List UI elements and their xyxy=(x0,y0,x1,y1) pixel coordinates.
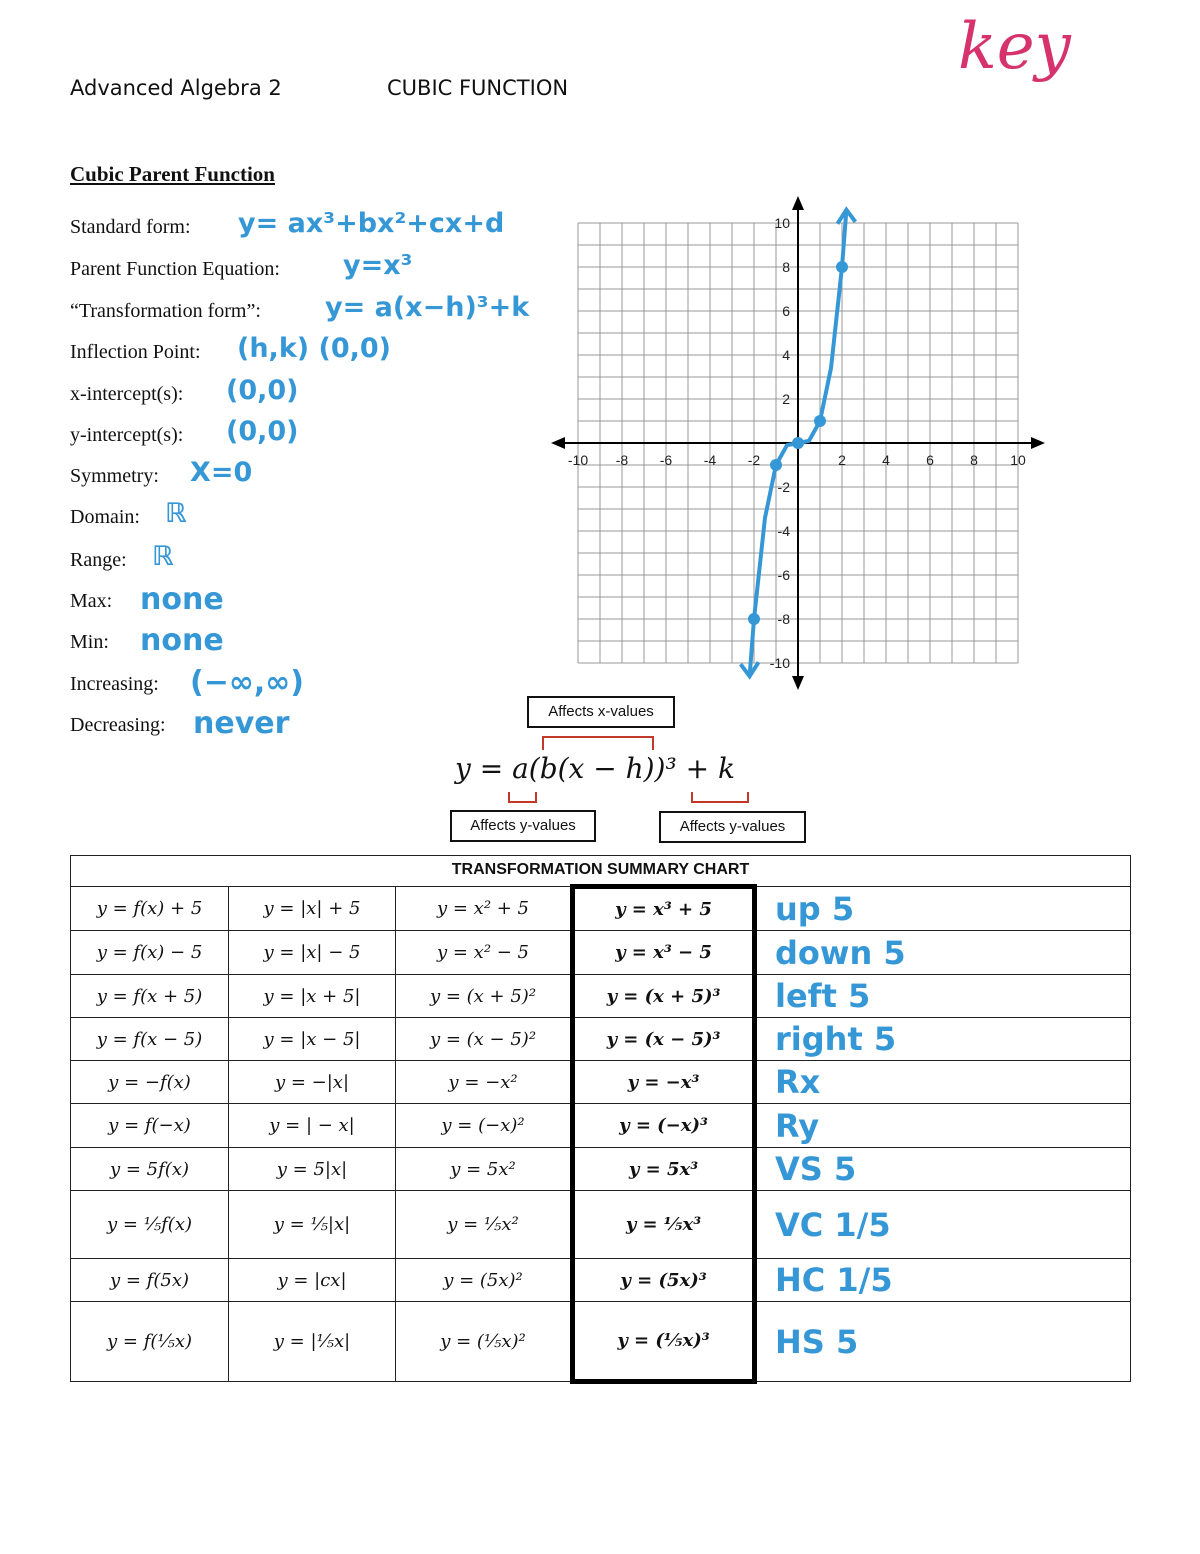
cell-cubic: y = 5x³ xyxy=(573,1148,755,1191)
property-label: Increasing: xyxy=(70,673,159,695)
property-answer: ℝ xyxy=(152,541,174,572)
table-row xyxy=(71,1302,1131,1382)
cell-absolute-value: y = | − x| xyxy=(229,1104,396,1148)
cell-function-notation: y = ⅕f(x) xyxy=(71,1191,229,1259)
y-axis-arrow-down xyxy=(792,676,804,690)
cell-cubic: y = ⅕x³ xyxy=(573,1191,755,1259)
table-row xyxy=(71,1018,1131,1061)
course-title: Advanced Algebra 2 xyxy=(70,76,282,100)
table-row xyxy=(71,1191,1131,1259)
table-row xyxy=(71,975,1131,1018)
cell-function-notation: y = f(x + 5) xyxy=(71,975,229,1018)
y-tick-label: -8 xyxy=(777,611,790,627)
property-label: Symmetry: xyxy=(70,465,159,487)
property-answer: y= a(x−h)³+k xyxy=(325,292,530,323)
cell-quadratic: y = x² + 5 xyxy=(396,887,573,931)
y-tick-label: 4 xyxy=(782,347,790,363)
cell-quadratic: y = x² − 5 xyxy=(396,931,573,975)
cell-cubic: y = x³ − 5 xyxy=(573,931,755,975)
cubic-graph xyxy=(545,190,1055,695)
cell-function-notation: y = f(x) + 5 xyxy=(71,887,229,931)
property-label: Range: xyxy=(70,549,127,571)
cell-function-notation: y = f(x − 5) xyxy=(71,1018,229,1061)
cell-quadratic: y = 5x² xyxy=(396,1148,573,1191)
a-bracket xyxy=(505,790,541,806)
cell-quadratic: y = ⅕x² xyxy=(396,1191,573,1259)
x-tick-label: -8 xyxy=(615,452,629,468)
cell-quadratic: y = −x² xyxy=(396,1061,573,1104)
property-label: Parent Function Equation: xyxy=(70,258,280,280)
cell-function-notation: y = −f(x) xyxy=(71,1061,229,1104)
property-answer: (−∞,∞) xyxy=(190,665,304,700)
data-point xyxy=(814,415,826,427)
cell-description: right 5 xyxy=(755,1018,1131,1061)
property-answer: none xyxy=(140,582,224,617)
cell-absolute-value: y = |x + 5| xyxy=(229,975,396,1018)
x-axis-arrow-left xyxy=(551,437,565,449)
cell-cubic: y = (x + 5)³ xyxy=(573,975,755,1018)
cell-function-notation: y = f(5x) xyxy=(71,1259,229,1302)
property-answer: X=0 xyxy=(190,457,253,488)
cell-cubic: y = (−x)³ xyxy=(573,1104,755,1148)
y-tick-label: -4 xyxy=(777,523,790,539)
cell-function-notation: y = 5f(x) xyxy=(71,1148,229,1191)
data-point xyxy=(770,459,782,471)
table-row xyxy=(71,1259,1131,1302)
property-label: Inflection Point: xyxy=(70,341,201,363)
cell-quadratic: y = (x + 5)² xyxy=(396,975,573,1018)
x-tick-label: 10 xyxy=(1010,452,1026,468)
x-tick-label: 4 xyxy=(882,452,890,468)
cell-absolute-value: y = |⅕x| xyxy=(229,1302,396,1382)
x-tick-label: -10 xyxy=(567,452,589,468)
x-tick-label: -2 xyxy=(747,452,761,468)
table-row xyxy=(71,1148,1131,1191)
property-answer: (h,k) (0,0) xyxy=(237,333,392,364)
property-answer: (0,0) xyxy=(226,416,299,447)
property-label: Decreasing: xyxy=(70,714,166,736)
property-answer: none xyxy=(140,623,224,658)
cell-quadratic: y = (−x)² xyxy=(396,1104,573,1148)
chart-title: TRANSFORMATION SUMMARY CHART xyxy=(71,856,1131,887)
section-title: Cubic Parent Function xyxy=(70,162,275,186)
property-label: Max: xyxy=(70,590,113,612)
y-tick-label: -6 xyxy=(777,567,790,583)
cell-function-notation: y = f(x) − 5 xyxy=(71,931,229,975)
property-label: Standard form: xyxy=(70,216,191,238)
x-tick-label: 8 xyxy=(970,452,978,468)
cell-absolute-value: y = |x − 5| xyxy=(229,1018,396,1061)
table-row xyxy=(71,931,1131,975)
cell-cubic: y = −x³ xyxy=(573,1061,755,1104)
affects-y-right-label: Affects y-values xyxy=(659,811,806,843)
data-point xyxy=(792,437,804,449)
x-tick-label: -4 xyxy=(703,452,717,468)
cell-description: Rx xyxy=(755,1061,1131,1104)
cell-description: Ry xyxy=(755,1104,1131,1148)
cell-quadratic: y = (5x)² xyxy=(396,1259,573,1302)
cell-cubic: y = (⅕x)³ xyxy=(573,1302,755,1382)
cell-description: up 5 xyxy=(755,887,1131,931)
property-answer: y= ax³+bx²+cx+d xyxy=(238,208,505,239)
y-tick-label: 10 xyxy=(774,215,790,231)
cell-description: VS 5 xyxy=(755,1148,1131,1191)
property-label: y-intercept(s): xyxy=(70,424,184,446)
cell-description: HC 1/5 xyxy=(755,1259,1131,1302)
x-bracket xyxy=(540,734,658,752)
data-point xyxy=(836,261,848,273)
answer-key-mark: key xyxy=(958,10,1071,84)
x-axis-arrow-right xyxy=(1031,437,1045,449)
cell-cubic: y = (5x)³ xyxy=(573,1259,755,1302)
cell-absolute-value: y = ⅕|x| xyxy=(229,1191,396,1259)
x-tick-label: 6 xyxy=(926,452,934,468)
transformation-summary-chart xyxy=(70,855,1131,1384)
cell-absolute-value: y = |x| − 5 xyxy=(229,931,396,975)
topic-title: CUBIC FUNCTION xyxy=(387,76,569,100)
cell-cubic: y = x³ + 5 xyxy=(573,887,755,931)
cell-description: down 5 xyxy=(755,931,1131,975)
cell-function-notation: y = f(⅕x) xyxy=(71,1302,229,1382)
y-tick-label: 2 xyxy=(782,391,790,407)
property-label: Domain: xyxy=(70,506,140,528)
data-point xyxy=(748,613,760,625)
y-tick-label: 6 xyxy=(782,303,790,319)
x-tick-label: -6 xyxy=(659,452,673,468)
cell-function-notation: y = f(−x) xyxy=(71,1104,229,1148)
cell-absolute-value: y = 5|x| xyxy=(229,1148,396,1191)
cell-cubic: y = (x − 5)³ xyxy=(573,1018,755,1061)
affects-x-label: Affects x-values xyxy=(527,696,675,728)
y-tick-label: -2 xyxy=(777,479,790,495)
affects-y-left-label: Affects y-values xyxy=(450,810,596,842)
property-label: x-intercept(s): xyxy=(70,383,184,405)
cell-description: VC 1/5 xyxy=(755,1191,1131,1259)
property-answer: ℝ xyxy=(165,498,187,529)
y-tick-label: -10 xyxy=(769,655,790,671)
cell-absolute-value: y = |cx| xyxy=(229,1259,396,1302)
x-tick-label: 2 xyxy=(838,452,846,468)
k-bracket xyxy=(688,790,754,806)
cell-absolute-value: y = |x| + 5 xyxy=(229,887,396,931)
cell-description: HS 5 xyxy=(755,1302,1131,1382)
property-answer: y=x³ xyxy=(343,250,413,281)
table-row xyxy=(71,887,1131,931)
table-row xyxy=(71,1104,1131,1148)
y-axis-arrow-up xyxy=(792,196,804,210)
table-row xyxy=(71,1061,1131,1104)
cell-quadratic: y = (x − 5)² xyxy=(396,1018,573,1061)
y-tick-label: 8 xyxy=(782,259,790,275)
property-label: Min: xyxy=(70,631,109,653)
cell-description: left 5 xyxy=(755,975,1131,1018)
cell-absolute-value: y = −|x| xyxy=(229,1061,396,1104)
property-answer: never xyxy=(193,706,290,741)
cell-quadratic: y = (⅕x)² xyxy=(396,1302,573,1382)
property-answer: (0,0) xyxy=(226,375,299,406)
transformation-equation: y = a(b(x − h))³ + k xyxy=(455,752,735,785)
property-label: “Transformation form”: xyxy=(70,300,261,322)
